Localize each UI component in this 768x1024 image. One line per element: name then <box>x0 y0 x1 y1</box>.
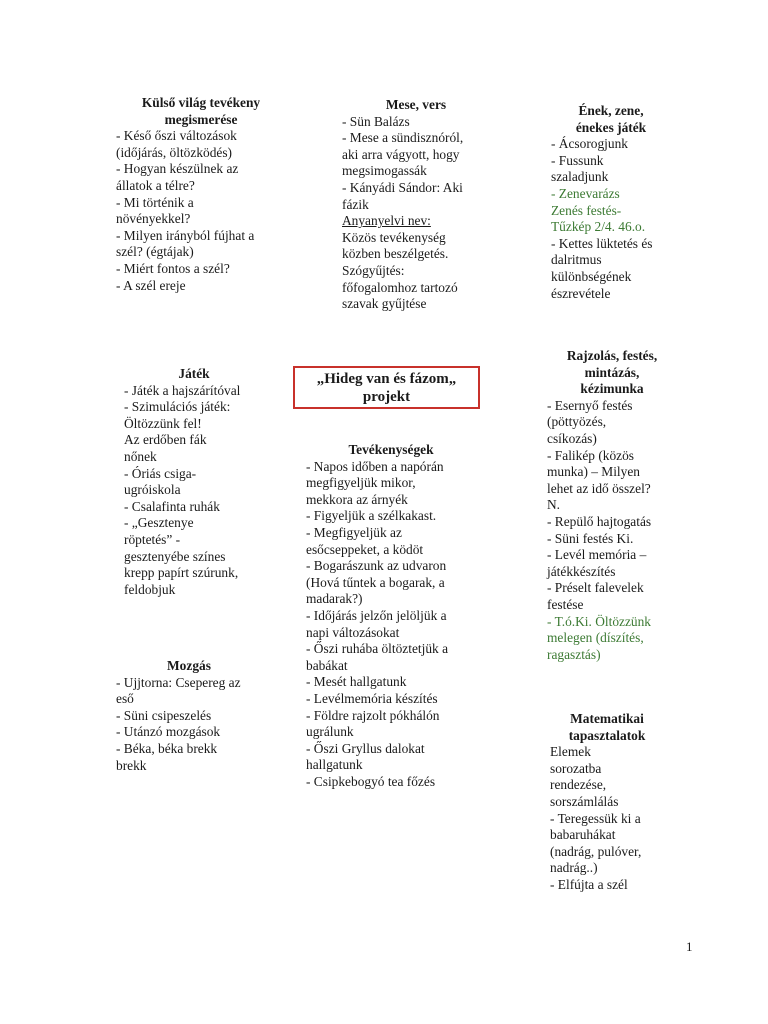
list-item: - Csalafinta ruhák <box>124 498 220 514</box>
list-item: röptetés” - <box>124 531 181 547</box>
list-item: szaladjunk <box>551 169 609 185</box>
list-item: (Hová tűntek a bogarak, a <box>306 574 445 590</box>
section-title: Játék <box>178 366 210 381</box>
list-item: szavak gyűjtése <box>342 296 427 312</box>
list-item: babákat <box>306 657 348 673</box>
list-item: - Játék a hajszárítóval <box>124 382 241 398</box>
section-title: Mese, vers <box>385 97 447 112</box>
list-item: aki arra vágyott, hogy <box>342 146 460 162</box>
list-item: eső <box>116 691 134 707</box>
section-tevekenysegek <box>306 442 486 790</box>
list-item: - Csipkebogyó tea főzés <box>306 773 436 789</box>
list-item: - Sün Balázs <box>342 113 410 129</box>
list-item: Közös tevékenység <box>342 229 446 245</box>
section-title: Matematikai tapasztalatok <box>568 711 646 743</box>
list-item: N. <box>547 497 561 513</box>
list-item: - Megfigyeljük az <box>306 524 402 540</box>
list-item: - Levélmemória készítés <box>306 690 438 706</box>
list-item: játékkészítés <box>547 563 616 579</box>
list-item: - „Gesztenye <box>124 515 194 531</box>
list-item: babaruhákat <box>550 827 616 843</box>
list-item: - Miért fontos a szél? <box>116 260 230 276</box>
list-item: (pöttyözés, <box>547 414 607 430</box>
list-item: Tűzkép 2/4. 46.o. <box>551 219 646 235</box>
list-item: melegen (díszítés, <box>547 630 644 646</box>
list-item: - Szimulációs játék: <box>124 399 231 415</box>
project-title-box <box>293 366 480 409</box>
list-item: ugrálunk <box>306 724 354 740</box>
list-item: különbségének <box>551 268 632 284</box>
list-item: - Hogyan készülnek az <box>116 161 239 177</box>
section-title: Tevékenységek <box>348 442 434 457</box>
list-item: - Repülő hajtogatás <box>547 513 652 529</box>
list-item: fázik <box>342 196 369 212</box>
list-item: - Esernyő festés <box>547 397 633 413</box>
list-item: Az erdőben fák <box>124 432 207 448</box>
list-item: Öltözzünk fel! <box>124 415 202 431</box>
list-item: állatok a télre? <box>116 177 195 193</box>
list-item: napi változásokat <box>306 624 400 640</box>
list-item: szél? (égtájak) <box>116 244 194 260</box>
section-title: Külső világ tevékeny megismerése <box>141 95 261 127</box>
list-item: - Milyen irányból fújhat a <box>116 227 255 243</box>
list-item: - Elfújta a szél <box>550 876 628 892</box>
list-item: sorozatba <box>550 760 602 776</box>
list-item: - Ujjtorna: Csepereg az <box>116 674 241 690</box>
list-item: madarak?) <box>306 591 363 607</box>
list-item: - Zenevarázs <box>551 185 620 201</box>
list-item: esőcseppeket, a ködöt <box>306 541 424 557</box>
list-item: növényekkel? <box>116 211 191 227</box>
list-item: rendezése, <box>550 777 607 793</box>
list-item: Szógyűjtés: <box>342 262 405 278</box>
list-item: - A szél ereje <box>116 277 186 293</box>
list-item: lehet az idő összel? <box>547 480 651 496</box>
section-title: Ének, zene, énekes játék <box>575 103 647 135</box>
list-item: gesztenyébe színes <box>124 548 226 564</box>
list-item: ugróiskola <box>124 482 181 498</box>
list-item: - Késő őszi változások <box>116 128 237 144</box>
section-enek-zene <box>551 103 676 302</box>
list-item: brekk <box>116 757 147 773</box>
list-item: Elemek <box>550 744 591 760</box>
section-list <box>116 128 286 294</box>
list-item: - Süni csipeszelés <box>116 707 212 723</box>
list-item: - Bogarászunk az udvaron <box>306 558 447 574</box>
list-item: - Fussunk <box>551 152 604 168</box>
list-item: észrevétele <box>551 285 611 301</box>
list-item: - Őszi Gryllus dalokat <box>306 740 425 756</box>
list-item: ragasztás) <box>547 646 601 662</box>
list-item: - Napos időben a napórán <box>306 458 444 474</box>
list-item: - Ácsorogjunk <box>551 136 628 152</box>
list-item: nőnek <box>124 448 157 464</box>
list-item: - Béka, béka brekk <box>116 740 218 756</box>
list-item: festése <box>547 596 584 612</box>
list-item: - Utánzó mozgások <box>116 724 221 740</box>
section-mese-vers <box>342 97 492 313</box>
list-item: - Kányádi Sándor: Aki <box>342 179 463 195</box>
list-item: - Levél memória – <box>547 547 647 563</box>
list-item: - Kettes lüktetés és <box>551 235 653 251</box>
page-number: 1 <box>686 939 693 954</box>
section-title: Rajzolás, festés, mintázás, kézimunka <box>566 348 658 397</box>
list-item: - Őszi ruhába öltöztetjük a <box>306 641 449 657</box>
list-item: sorszámlálás <box>550 793 619 809</box>
section-matematikai <box>550 711 675 894</box>
list-item: - Figyeljük a szélkakast. <box>306 508 437 524</box>
project-subtitle: projekt <box>362 389 411 405</box>
section-kulso-vilag <box>116 95 286 294</box>
list-item: közben beszélgetés. <box>342 246 449 262</box>
section-mozgas <box>116 658 286 774</box>
list-item: - Óriás csiga- <box>124 465 197 481</box>
list-item: dalritmus <box>551 252 602 268</box>
section-rajzolas <box>547 348 677 663</box>
list-item: - Teregessük ki a <box>550 810 641 826</box>
list-item: - Mi történik a <box>116 194 194 210</box>
project-title: „Hideg van és fázom„ <box>316 371 457 387</box>
list-item: - Préselt falevelek <box>547 580 644 596</box>
list-item: - Falikép (közös <box>547 447 635 463</box>
list-item: megsimogassák <box>342 163 427 179</box>
list-item: Zenés festés- <box>551 202 622 218</box>
list-item: főfogalomhoz tartozó <box>342 279 458 295</box>
list-item: nadrág..) <box>550 860 598 876</box>
subheading-anyanyelvi: Anyanyelvi nev: <box>342 213 431 229</box>
list-item: - Mese a sündisznóról, <box>342 130 464 146</box>
list-item: feldobjuk <box>124 581 176 597</box>
list-item: - Földre rajzolt pókhálón <box>306 707 440 723</box>
list-item: - T.ó.Ki. Öltözzünk <box>547 613 652 629</box>
list-item: megfigyeljük mikor, <box>306 475 416 491</box>
list-item: - Süni festés Ki. <box>547 530 634 546</box>
section-title: Mozgás <box>167 658 211 673</box>
list-item: (nadrág, pulóver, <box>550 843 642 859</box>
list-item: - Mesét hallgatunk <box>306 674 407 690</box>
list-item: krepp papírt szúrunk, <box>124 565 239 581</box>
section-jatek <box>124 366 284 598</box>
list-item: hallgatunk <box>306 757 363 773</box>
list-item: munka) – Milyen <box>547 464 640 480</box>
list-item: (időjárás, öltözködés) <box>116 144 233 160</box>
list-item: csíkozás) <box>547 430 597 446</box>
list-item: mekkora az árnyék <box>306 491 408 507</box>
list-item: - Időjárás jelzőn jelöljük a <box>306 607 447 623</box>
